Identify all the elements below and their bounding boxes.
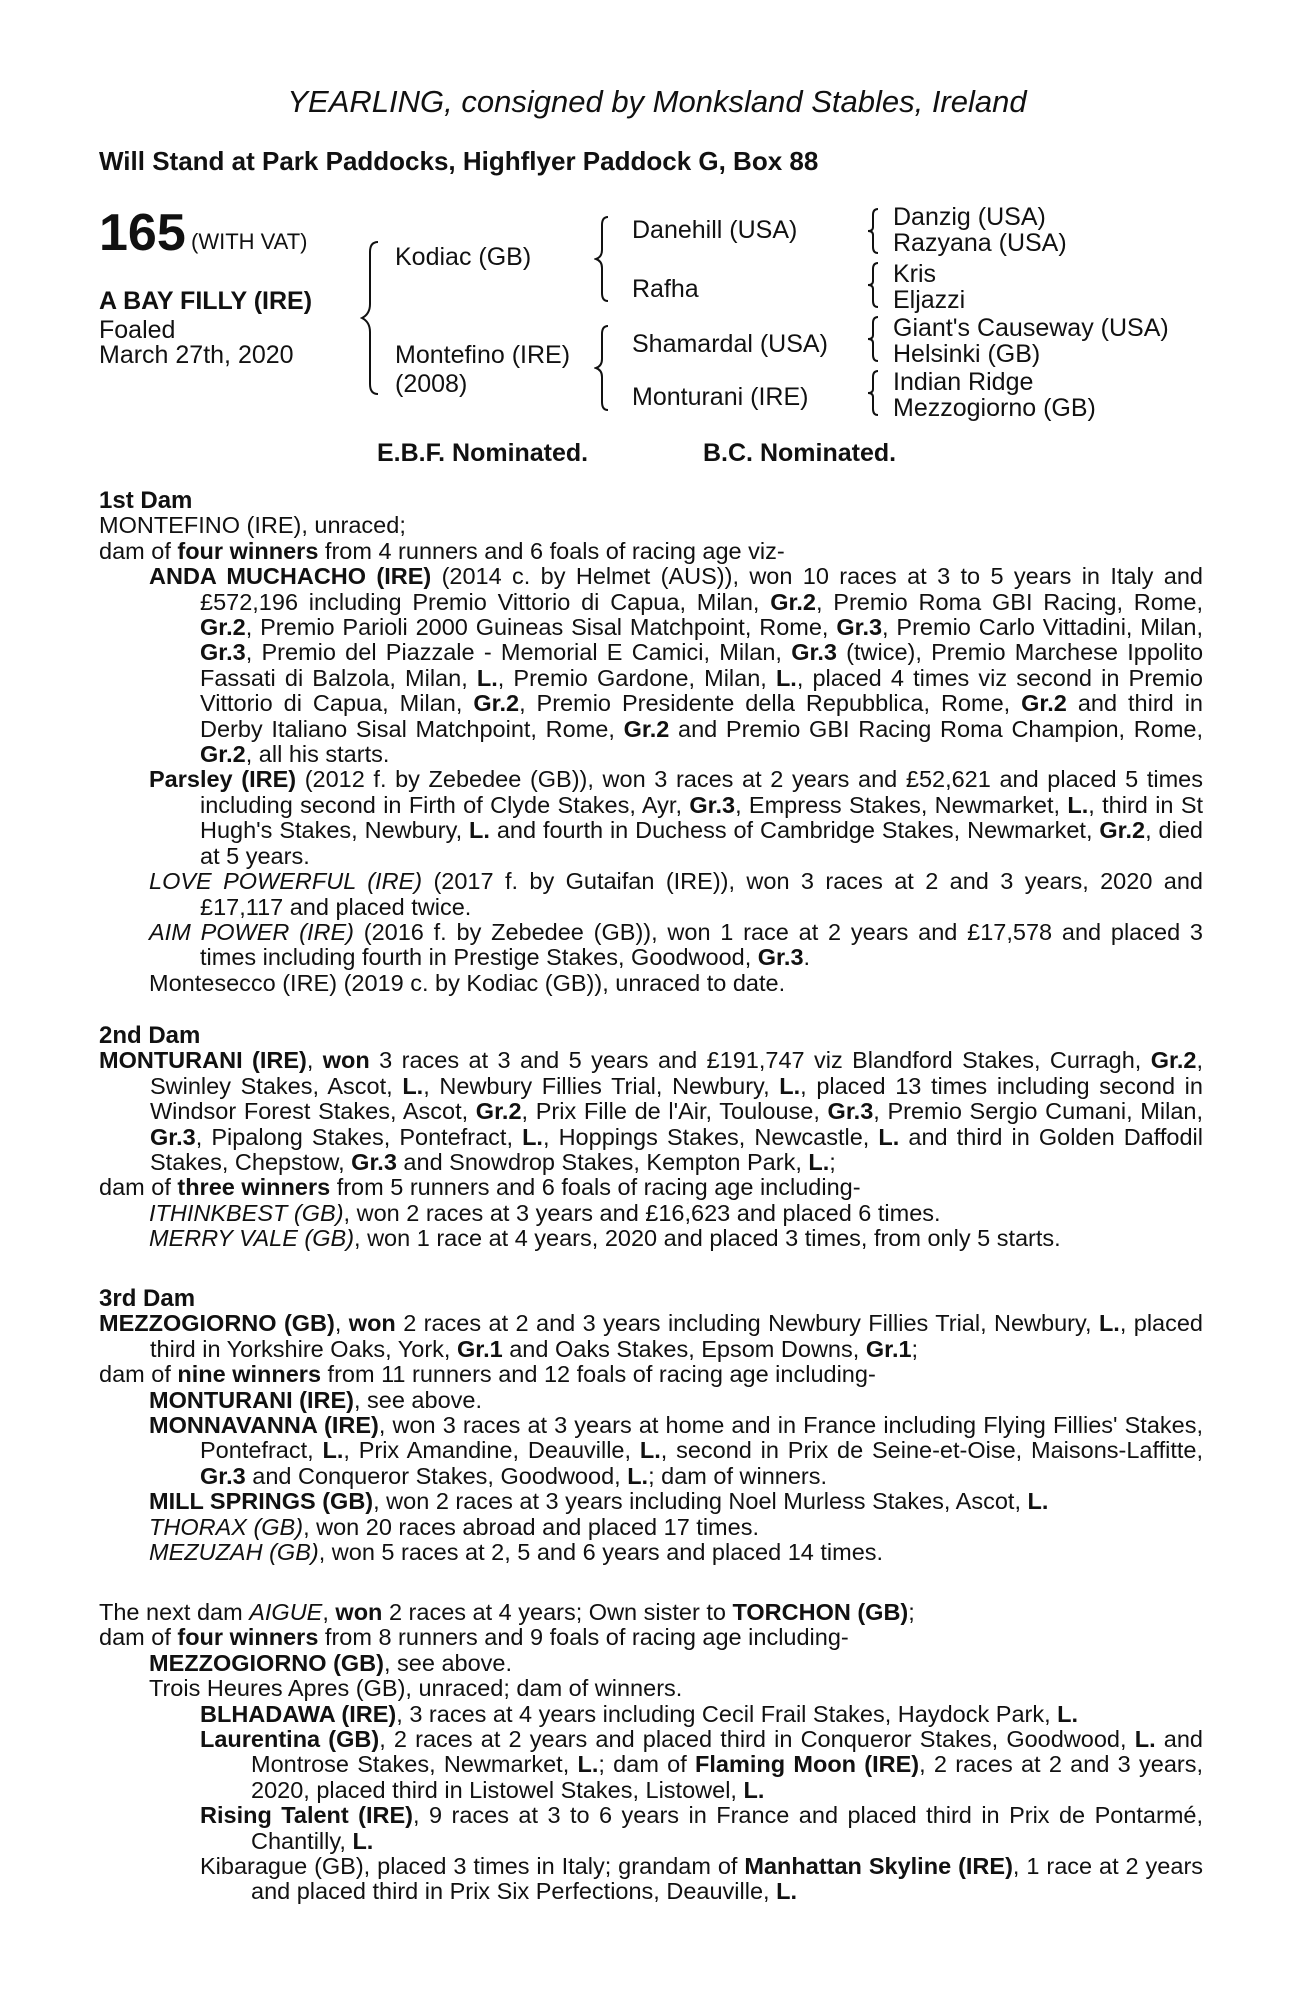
second-dam-produce-line: dam of three winners from 5 runners and 6 foals of racing age including- <box>99 1174 861 1201</box>
pedigree-g3: Kris <box>893 260 937 288</box>
third-dam-produce-line: dam of nine winners from 11 runners and 12 foals of racing age including- <box>99 1361 876 1388</box>
first-dam-section <box>99 488 1203 996</box>
next-dam-entry-1: MEZZOGIORNO (GB), see above. <box>149 1649 513 1676</box>
third-dam-entry-2: MONNAVANNA (IRE), won 3 races at 3 years at home and in France including Flying Fillies' Stakes, Pontefract, L., Prix Amandine, Deauville, L., second in Prix de Seine-et-Oise, Maisons-Laffitte, Gr.3 and Conqueror Stakes, Goodwood, L.; dam of winners. <box>149 1412 1203 1489</box>
pedigree-brace-sire <box>594 213 618 303</box>
pedigree-brace-g78 <box>866 368 886 418</box>
pedigree-g5: Giant's Causeway (USA) <box>893 314 1169 342</box>
pedigree-dam: Montefino (IRE) <box>395 341 571 369</box>
pedigree-brace-dam <box>594 322 618 412</box>
first-dam-line: MONTEFINO (IRE), unraced; <box>99 512 406 539</box>
lot-number: 165 <box>99 204 186 262</box>
bc-nominated: B.C. Nominated. <box>703 439 897 467</box>
foaled-label: Foaled <box>99 316 176 344</box>
pedigree-brace-g34 <box>866 260 886 310</box>
ebf-nominated: E.B.F. Nominated. <box>377 439 589 467</box>
pedigree-dam-sire: Shamardal (USA) <box>632 330 828 358</box>
pedigree-g1: Danzig (USA) <box>893 203 1046 231</box>
horse-name: A BAY FILLY (IRE) <box>99 287 313 315</box>
first-dam-entry-5: Montesecco (IRE) (2019 c. by Kodiac (GB)), unraced to date. <box>149 969 786 996</box>
pedigree-sire-sire: Danehill (USA) <box>632 216 798 244</box>
next-dam-sub-entry-1: BLHADAWA (IRE), 3 races at 4 years including Cecil Frail Stakes, Haydock Park, L. <box>200 1700 1079 1727</box>
next-dam-produce-line: dam of four winners from 8 runners and 9 foals of racing age including- <box>99 1624 849 1651</box>
pedigree-sire: Kodiac (GB) <box>395 243 532 271</box>
foaled-date: March 27th, 2020 <box>99 341 294 369</box>
third-dam-entry-5: MEZUZAH (GB), won 5 races at 2, 5 and 6 years and placed 14 times. <box>149 1539 884 1566</box>
second-dam-record: MONTURANI (IRE), won 3 races at 3 and 5 years and £191,747 viz Blandford Stakes, Curragh, Gr.2, Swinley Stakes, Ascot, L., Newbury Fillies Trial, Newbury, L., placed 13 times including second in Windsor Forest Stakes, Ascot, Gr.2, Prix Fille de l'Air, Toulouse, Gr.3, Premio Sergio Cumani, Milan, Gr.3, Pipalong Stakes, Pontefract, L., Hoppings Stakes, Newcastle, L. and third in Golden Daffodil Stakes, Chepstow, Gr.3 and Snowdrop Stakes, Kempton Park, L.; <box>99 1047 1203 1176</box>
third-dam-section <box>99 1286 1203 1565</box>
third-dam-entry-4: THORAX (GB), won 20 races abroad and placed 17 times. <box>149 1513 759 1540</box>
next-dam-entry-2: Trois Heures Apres (GB), unraced; dam of winners. <box>149 1675 683 1702</box>
third-dam-entry-3: MILL SPRINGS (GB), won 2 races at 3 years including Noel Murless Stakes, Ascot, L. <box>149 1488 1049 1515</box>
next-dam-sub-entry-2: Laurentina (GB), 2 races at 2 years and placed third in Conqueror Stakes, Goodwood, L. and Montrose Stakes, Newmarket, L.; dam of Flaming Moon (IRE), 2 races at 2 and 3 years, 2020, placed third in Listowel Stakes, Listowel, L. <box>200 1726 1203 1803</box>
next-dam-record: The next dam AIGUE, won 2 races at 4 years; Own sister to TORCHON (GB); <box>99 1599 915 1625</box>
third-dam-record: MEZZOGIORNO (GB), won 2 races at 2 and 3 years including Newbury Fillies Trial, Newbury, L., placed third in Yorkshire Oaks, York, Gr.1 and Oaks Stakes, Epsom Downs, Gr.1; <box>99 1310 1204 1362</box>
pedigree-g2: Razyana (USA) <box>893 229 1067 257</box>
pedigree-dam-year: (2008) <box>395 370 468 398</box>
second-dam-entry-1: ITHINKBEST (GB), won 2 races at 3 years and £16,623 and placed 6 times. <box>149 1199 941 1226</box>
first-dam-entry-2: Parsley (IRE) (2012 f. by Zebedee (GB)), won 3 races at 2 years and £52,621 and placed 5 times including second in Firth of Clyde Stakes, Ayr, Gr.3, Empress Stakes, Newmarket, L., third in St Hugh's Stakes, Newbury, L. and fourth in Duchess of Cambridge Stakes, Newmarket, Gr.2, died at 5 years. <box>149 766 1204 869</box>
pedigree-sire-dam: Rafha <box>632 275 699 303</box>
pedigree-g7: Indian Ridge <box>893 368 1034 396</box>
first-dam-title: 1st Dam <box>99 487 193 514</box>
next-dam-sub-entry-4: Kibarague (GB), placed 3 times in Italy; grandam of Manhattan Skyline (IRE), 1 race at 2 years and placed third in Prix Six Perfections, Deauville, L. <box>200 1853 1204 1905</box>
pedigree-g4: Eljazzi <box>893 286 966 314</box>
first-dam-entry-3: LOVE POWERFUL (IRE) (2017 f. by Gutaifan (IRE)), won 3 races at 2 and 3 years, 2020 and £17,117 and placed twice. <box>149 868 1203 920</box>
first-dam-produce-line: dam of four winners from 4 runners and 6 foals of racing age viz- <box>99 537 785 564</box>
first-dam-entry-1: ANDA MUCHACHO (IRE) (2014 c. by Helmet (AUS)), won 10 races at 3 to 5 years in Italy and £572,196 including Premio Vittorio di Capua, Milan, Gr.2, Premio Roma GBI Racing, Rome, Gr.2, Premio Parioli 2000 Guineas Sisal Matchpoint, Rome, Gr.3, Premio Carlo Vittadini, Milan, Gr.3, Premio del Piazzale - Memorial E Camici, Milan, Gr.3 (twice), Premio Marchese Ippolito Fassati di Balzola, Milan, L., Premio Gardone, Milan, L., placed 4 times viz second in Premio Vittorio di Capua, Milan, Gr.2, Premio Presidente della Repubblica, Rome, Gr.2 and third in Derby Italiano Sisal Matchpoint, Rome, Gr.2 and Premio GBI Racing Roma Champion, Rome, Gr.2, all his starts. <box>149 563 1204 768</box>
second-dam-title: 2nd Dam <box>99 1022 201 1049</box>
next-dam-sub-entry-3: Rising Talent (IRE), 9 races at 3 to 6 years in France and placed third in Prix de Pontarmé, Chantilly, L. <box>200 1802 1203 1854</box>
pedigree-g8: Mezzogiorno (GB) <box>893 394 1096 422</box>
second-dam-section <box>99 1023 1203 1252</box>
next-dam-section <box>99 1600 1203 1905</box>
second-dam-entry-2: MERRY VALE (GB), won 1 race at 4 years, 2020 and placed 3 times, from only 5 starts. <box>149 1225 1061 1252</box>
pedigree-brace-main <box>360 238 390 398</box>
vat-label: (WITH VAT) <box>191 229 308 254</box>
first-dam-entry-4: AIM POWER (IRE) (2016 f. by Zebedee (GB)), won 1 race at 2 years and £17,578 and placed 3 times including fourth in Prestige Stakes, Goodwood, Gr.3. <box>149 918 1203 971</box>
pedigree-g6: Helsinki (GB) <box>893 340 1041 368</box>
pedigree-brace-g12 <box>866 206 886 256</box>
third-dam-title: 3rd Dam <box>99 1285 196 1312</box>
pedigree-brace-g56 <box>866 314 886 364</box>
third-dam-entry-1: MONTURANI (IRE), see above. <box>149 1386 482 1413</box>
pedigree-dam-dam: Monturani (IRE) <box>632 383 809 411</box>
stand-location: Will Stand at Park Paddocks, Highflyer Paddock G, Box 88 <box>99 146 819 176</box>
consignor-heading: YEARLING, consigned by Monksland Stables, Ireland <box>287 84 1027 119</box>
